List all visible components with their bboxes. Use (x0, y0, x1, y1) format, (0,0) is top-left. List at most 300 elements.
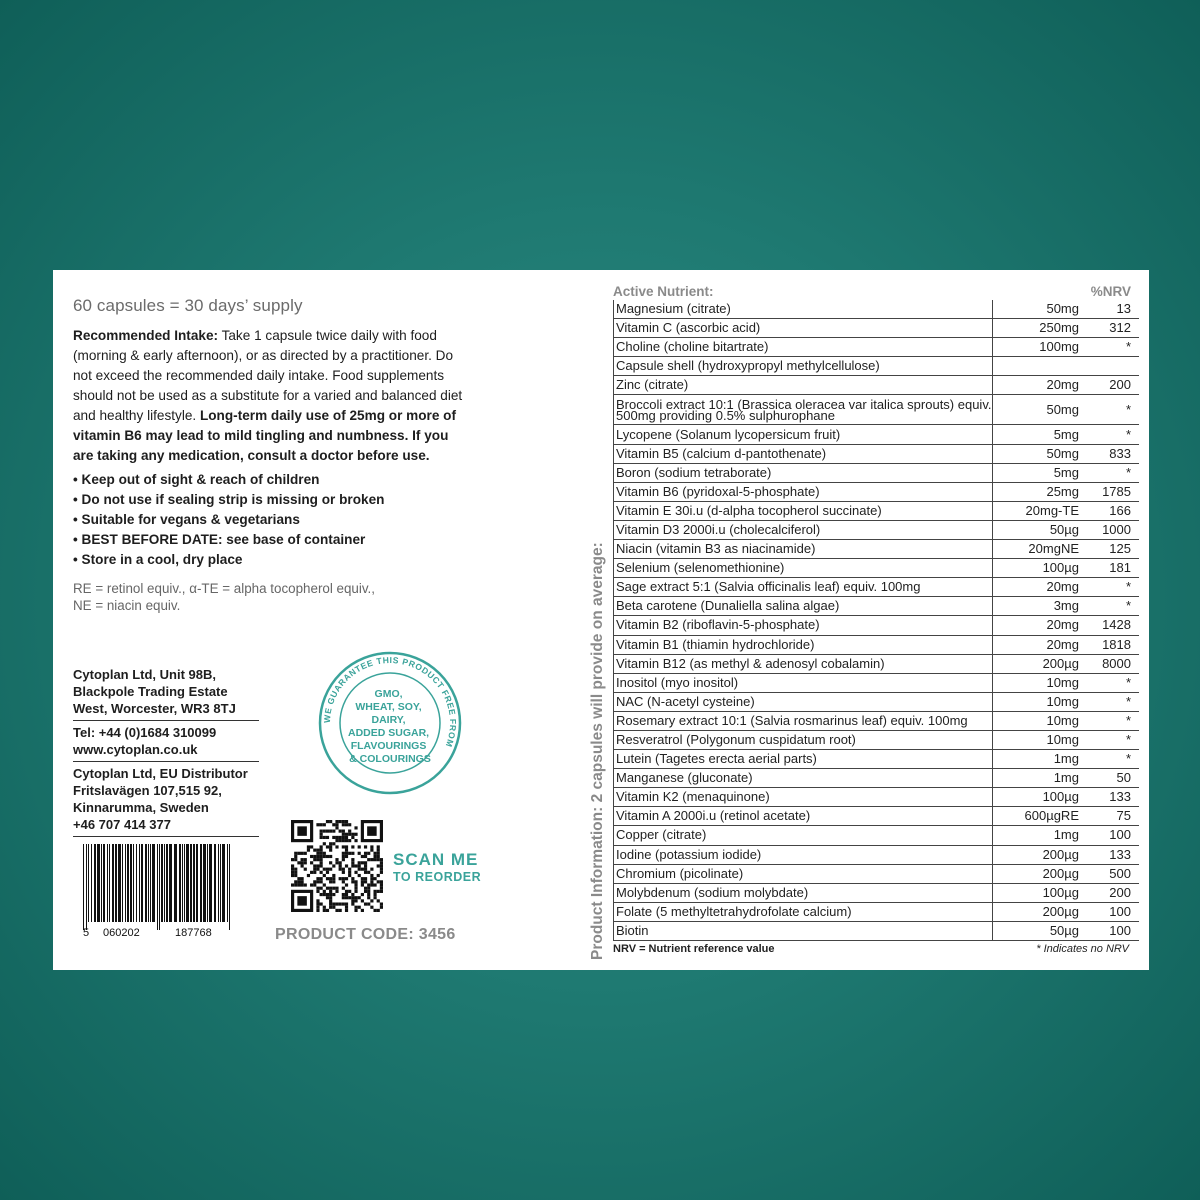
barcode-bar (214, 844, 216, 922)
product-info-heading: Product Information: 2 capsules will provide on average: (589, 542, 606, 960)
qr-module (342, 858, 345, 861)
table-row (614, 319, 1139, 338)
qr-module (367, 902, 370, 905)
qr-module (329, 887, 332, 890)
qr-module (323, 855, 326, 858)
qr-module (291, 864, 294, 867)
qr-module (320, 830, 323, 833)
qr-module (329, 890, 332, 893)
equiv-line-1: RE = retinol equiv., α-TE = alpha tocopherol equiv., (73, 581, 376, 596)
nutrient-name: Manganese (gluconate) (616, 770, 753, 786)
qr-module (326, 871, 329, 874)
nutrient-name: Vitamin K2 (menaquinone) (616, 789, 770, 805)
qr-module (313, 864, 316, 867)
qr-module (313, 880, 316, 883)
qr-module (291, 874, 294, 877)
qr-module (348, 839, 351, 842)
list-item: • Keep out of sight & reach of children (73, 470, 463, 490)
qr-module (329, 845, 332, 848)
qr-module (348, 833, 351, 836)
qr-module (361, 899, 364, 902)
qr-module (297, 861, 300, 864)
qr-module (364, 890, 367, 893)
qr-module (335, 861, 338, 864)
nutrient-nrv: * (1125, 464, 1131, 480)
qr-module (294, 883, 297, 886)
qr-module (335, 909, 338, 912)
table-row (614, 788, 1139, 807)
qr-module (323, 883, 326, 886)
nutrient-nrv: 200 (1109, 884, 1131, 900)
qr-module (361, 893, 364, 896)
nutrient-nrv: 166 (1109, 502, 1131, 518)
qr-module (332, 874, 335, 877)
warning-list (73, 470, 463, 570)
qr-module (335, 839, 338, 842)
qr-module (313, 883, 316, 886)
nutrient-name: Choline (choline bitartrate) (616, 339, 769, 355)
qr-module (342, 896, 345, 899)
nutrient-amount: 1mg (992, 826, 1083, 844)
product-label (53, 270, 1149, 970)
qr-module (354, 909, 357, 912)
nutrient-name: Sage extract 5:1 (Salvia officinalis leaf) equiv. 100mg (616, 579, 921, 595)
table-row (614, 464, 1139, 483)
barcode-bar (207, 844, 208, 922)
qr-module (323, 823, 326, 826)
barcode-bar (136, 844, 137, 922)
qr-module (291, 858, 294, 861)
qr-module (354, 880, 357, 883)
nutrient-nrv: 200 (1109, 377, 1131, 393)
qr-module (291, 868, 294, 871)
barcode-bar (174, 844, 177, 922)
barcode-bar (88, 844, 89, 922)
qr-module (377, 852, 380, 855)
qr-module (358, 861, 361, 864)
nutrient-amount: 50µg (992, 521, 1083, 539)
qr-module (380, 871, 383, 874)
qr-module (320, 871, 323, 874)
table-body (613, 300, 1139, 941)
nutrient-name: Chromium (picolinate) (616, 865, 744, 881)
qr-module (377, 845, 380, 848)
qr-module (377, 864, 380, 867)
qr-module (316, 887, 319, 890)
nutrient-name: Niacin (vitamin B3 as niacinamide) (616, 541, 816, 557)
uk-address (73, 666, 259, 721)
qr-module (320, 864, 323, 867)
nutrient-amount: 20mg (992, 578, 1083, 596)
qr-module (351, 893, 354, 896)
qr-module (342, 880, 345, 883)
nutrient-nrv: * (1125, 674, 1131, 690)
qr-module (320, 887, 323, 890)
qr-module (329, 868, 332, 871)
qr-module (342, 833, 345, 836)
qr-module (329, 861, 332, 864)
qr-module (339, 864, 342, 867)
nutrient-amount: 20mgNE (992, 540, 1083, 558)
qr-module (316, 880, 319, 883)
website-link[interactable]: www.cytoplan.co.uk (73, 742, 198, 757)
qr-module (332, 880, 335, 883)
qr-module (354, 887, 357, 890)
address-line: Fritslavägen 107,515 92, (73, 783, 222, 798)
qr-module (326, 887, 329, 890)
address-line: Cytoplan Ltd, Unit 98B, (73, 667, 216, 682)
qr-module (373, 896, 376, 899)
qr-module (339, 877, 342, 880)
barcode-bar (157, 844, 158, 930)
qr-module (367, 890, 370, 893)
qr-module (351, 833, 354, 836)
qr-module (345, 845, 348, 848)
nutrient-name: Vitamin B6 (pyridoxal-5-phosphate) (616, 483, 820, 499)
nrv-note: NRV = Nutrient reference value (613, 943, 775, 955)
qr-module (342, 823, 345, 826)
barcode-bar (182, 844, 183, 922)
nutrient-name: NAC (N-acetyl cysteine) (616, 693, 755, 709)
qr-module (323, 830, 326, 833)
table-row (614, 693, 1139, 712)
qr-module (342, 877, 345, 880)
qr-module (345, 855, 348, 858)
qr-module (342, 845, 345, 848)
qr-module (301, 864, 304, 867)
nutrient-amount: 10mg (992, 731, 1083, 749)
qr-module (380, 883, 383, 886)
qr-module (323, 874, 326, 877)
table-row (614, 300, 1139, 319)
qr-module (304, 858, 307, 861)
qr-module (339, 830, 342, 833)
qr-module (329, 893, 332, 896)
equivalence-note (73, 580, 463, 614)
qr-module (373, 893, 376, 896)
nutrient-nrv: * (1125, 426, 1131, 442)
qr-module (380, 858, 383, 861)
qr-module (332, 823, 335, 826)
table-row (614, 655, 1139, 674)
barcode-digit: 5 (83, 927, 90, 939)
nutrient-amount: 100µg (992, 884, 1083, 902)
nutrient-name: Vitamin A 2000i.u (retinol acetate) (616, 808, 811, 824)
barcode-bar (109, 844, 110, 922)
nutrient-nrv: 312 (1109, 320, 1131, 336)
qr-module (348, 896, 351, 899)
barcode-bar (150, 844, 151, 922)
qr-module (335, 890, 338, 893)
qr-module (329, 855, 332, 858)
qr-module (345, 864, 348, 867)
qr-module (354, 839, 357, 842)
qr-module (310, 871, 313, 874)
qr-module (332, 864, 335, 867)
qr-module (326, 830, 329, 833)
barcode-bar (220, 844, 221, 922)
qr-module (297, 877, 300, 880)
table-row (614, 540, 1139, 559)
qr-module (339, 909, 342, 912)
qr-module (364, 887, 367, 890)
qr-module (345, 823, 348, 826)
qr-module (320, 877, 323, 880)
nutrient-nrv: 125 (1109, 541, 1131, 557)
nutrient-nrv: 50 (1116, 770, 1131, 786)
qr-module (377, 855, 380, 858)
qr-module (370, 899, 373, 902)
qr-module (342, 839, 345, 842)
scan-label: SCAN ME (393, 850, 479, 869)
qr-module (294, 855, 297, 858)
qr-module (316, 906, 319, 909)
qr-module (323, 909, 326, 912)
qr-module (361, 909, 364, 912)
table-row (614, 338, 1139, 357)
qr-module (373, 877, 376, 880)
qr-module (316, 855, 319, 858)
barcode-bar (145, 844, 147, 922)
qr-module (329, 902, 332, 905)
list-item: • Suitable for vegans & vegetarians (73, 510, 463, 530)
table-row (614, 395, 1139, 425)
qr-module (377, 849, 380, 852)
table-row (614, 922, 1139, 941)
qr-module (373, 852, 376, 855)
qr-module (348, 823, 351, 826)
list-item: • Store in a cool, dry place (73, 550, 463, 570)
qr-module (329, 842, 332, 845)
nutrient-nrv: 13 (1116, 301, 1131, 317)
qr-module (348, 868, 351, 871)
table-row (614, 357, 1139, 376)
table-row (614, 502, 1139, 521)
nutrient-name: Molybdenum (sodium molybdate) (616, 884, 809, 900)
qr-module (335, 826, 338, 829)
qr-module (326, 868, 329, 871)
qr-module (316, 864, 319, 867)
qr-module (329, 906, 332, 909)
qr-module (307, 874, 310, 877)
nutrient-nrv: 133 (1109, 789, 1131, 805)
barcode-digits: 060202 (103, 927, 140, 939)
qr-module (320, 852, 323, 855)
nutrient-name: Beta carotene (Dunaliella salina algae) (616, 598, 840, 614)
nutrient-nrv: * (1125, 712, 1131, 728)
qr-module (301, 852, 304, 855)
supply-text: 60 capsules = 30 days’ supply (73, 296, 303, 315)
qr-module (351, 852, 354, 855)
qr-module (367, 887, 370, 890)
qr-module (370, 880, 373, 883)
nutrient-amount: 50mg (992, 395, 1083, 424)
barcode-bar (91, 844, 92, 922)
qr-module (354, 890, 357, 893)
qr-module (323, 890, 326, 893)
qr-module (364, 871, 367, 874)
barcode-bar (200, 844, 202, 922)
svg-text:GMO, WHEAT, SOY, D (348, 688, 432, 765)
qr-module (380, 864, 383, 867)
qr-module (351, 902, 354, 905)
nutrient-amount: 250mg (992, 319, 1083, 337)
barcode-bar (127, 844, 129, 922)
qr-module (323, 868, 326, 871)
qr-module (361, 883, 364, 886)
qr-module (329, 896, 332, 899)
nutrient-name: Rosemary extract 10:1 (Salvia rosmarinus leaf) equiv. 100mg (616, 712, 968, 728)
qr-module (351, 877, 354, 880)
qr-module (320, 893, 323, 896)
nutrient-amount: 3mg (992, 597, 1083, 615)
qr-module (358, 874, 361, 877)
qr-module (348, 890, 351, 893)
address-line: Blackpole Trading Estate (73, 684, 228, 699)
nutrient-amount: 1mg (992, 750, 1083, 768)
qr-module (326, 877, 329, 880)
qr-module (304, 852, 307, 855)
qr-module (377, 880, 380, 883)
seal-line: WHEAT, SOY, (355, 701, 422, 713)
nutrient-amount: 100mg (992, 338, 1083, 356)
qr-module (320, 833, 323, 836)
nutrient-amount: 5mg (992, 425, 1083, 443)
qr-code-icon[interactable] (291, 820, 383, 912)
barcode-bar (196, 844, 198, 922)
qr-module (310, 855, 313, 858)
qr-module (323, 893, 326, 896)
barcode-digits: 187768 (175, 927, 212, 939)
qr-module (294, 852, 297, 855)
table-row (614, 884, 1139, 903)
barcode-icon (83, 844, 233, 940)
qr-module (367, 871, 370, 874)
qr-module (380, 887, 383, 890)
company-address (73, 666, 259, 840)
qr-module (297, 883, 300, 886)
nutrient-nrv: 833 (1109, 445, 1131, 461)
qr-module (304, 883, 307, 886)
qr-module (364, 877, 367, 880)
qr-module (377, 890, 380, 893)
qr-module (380, 902, 383, 905)
nutrient-nrv: * (1125, 598, 1131, 614)
free-from-seal-icon (315, 648, 465, 798)
barcode-bar (118, 844, 121, 922)
qr-module (342, 852, 345, 855)
nutrient-nrv: * (1125, 732, 1131, 748)
no-nrv-note: * Indicates no NRV (1036, 943, 1129, 955)
nutrient-name: Biotin (616, 922, 649, 938)
qr-module (304, 868, 307, 871)
qr-module (367, 858, 370, 861)
qr-module (301, 858, 304, 861)
qr-module (310, 845, 313, 848)
qr-module (348, 852, 351, 855)
table-row (614, 445, 1139, 464)
table-row (614, 769, 1139, 788)
qr-module (320, 858, 323, 861)
qr-module (332, 906, 335, 909)
qr-module (326, 836, 329, 839)
qr-module (380, 880, 383, 883)
intake-label: Recommended Intake: (73, 328, 219, 343)
qr-module (332, 877, 335, 880)
qr-module (294, 874, 297, 877)
qr-module (364, 855, 367, 858)
qr-module (345, 820, 348, 823)
qr-module (294, 871, 297, 874)
qr-module (326, 893, 329, 896)
contact-block (73, 724, 259, 762)
qr-module (351, 864, 354, 867)
phone-number: Tel: +44 (0)1684 310099 (73, 725, 217, 740)
table-row (614, 559, 1139, 578)
qr-module (348, 830, 351, 833)
nutrient-amount: 20mg (992, 616, 1083, 634)
barcode-bar (229, 844, 230, 930)
nutrient-nrv: * (1125, 402, 1131, 418)
qr-module (342, 887, 345, 890)
qr-module (335, 820, 338, 823)
qr-module (307, 849, 310, 852)
barcode-bar (130, 844, 132, 922)
table-row (614, 616, 1139, 635)
qr-module (358, 896, 361, 899)
nutrient-amount: 50µg (992, 922, 1083, 940)
qr-module (329, 899, 332, 902)
nutrient-nrv: 100 (1109, 827, 1131, 843)
qr-module (313, 871, 316, 874)
nutrient-name: Boron (sodium tetraborate) (616, 464, 772, 480)
qr-module (316, 858, 319, 861)
qr-module (351, 880, 354, 883)
nutrient-nrv: 100 (1109, 922, 1131, 938)
barcode-bar (222, 844, 225, 922)
table-row (614, 578, 1139, 597)
qr-module (380, 890, 383, 893)
qr-finder (297, 896, 307, 906)
barcode-bar (103, 844, 105, 922)
qr-module (316, 902, 319, 905)
nutrient-name: Vitamin B5 (calcium d-pantothenate) (616, 445, 827, 461)
table-row (614, 425, 1139, 444)
qr-module (339, 861, 342, 864)
qr-module (339, 839, 342, 842)
barcode-bar (179, 844, 181, 922)
qr-module (345, 836, 348, 839)
qr-module (313, 849, 316, 852)
nutrient-name: Inositol (myo inositol) (616, 674, 739, 690)
qr-module (313, 868, 316, 871)
qr-module (345, 877, 348, 880)
nutrient-nrv: 8000 (1102, 655, 1131, 671)
qr-module (342, 836, 345, 839)
table-row (614, 712, 1139, 731)
qr-module (335, 858, 338, 861)
address-line: Cytoplan Ltd, EU Distributor (73, 766, 248, 781)
qr-module (316, 899, 319, 902)
qr-module (358, 864, 361, 867)
qr-module (339, 868, 342, 871)
qr-module (291, 871, 294, 874)
qr-module (326, 845, 329, 848)
qr-module (316, 868, 319, 871)
qr-module (345, 902, 348, 905)
nutrient-name: Vitamin C (ascorbic acid) (616, 320, 761, 336)
qr-module (364, 868, 367, 871)
